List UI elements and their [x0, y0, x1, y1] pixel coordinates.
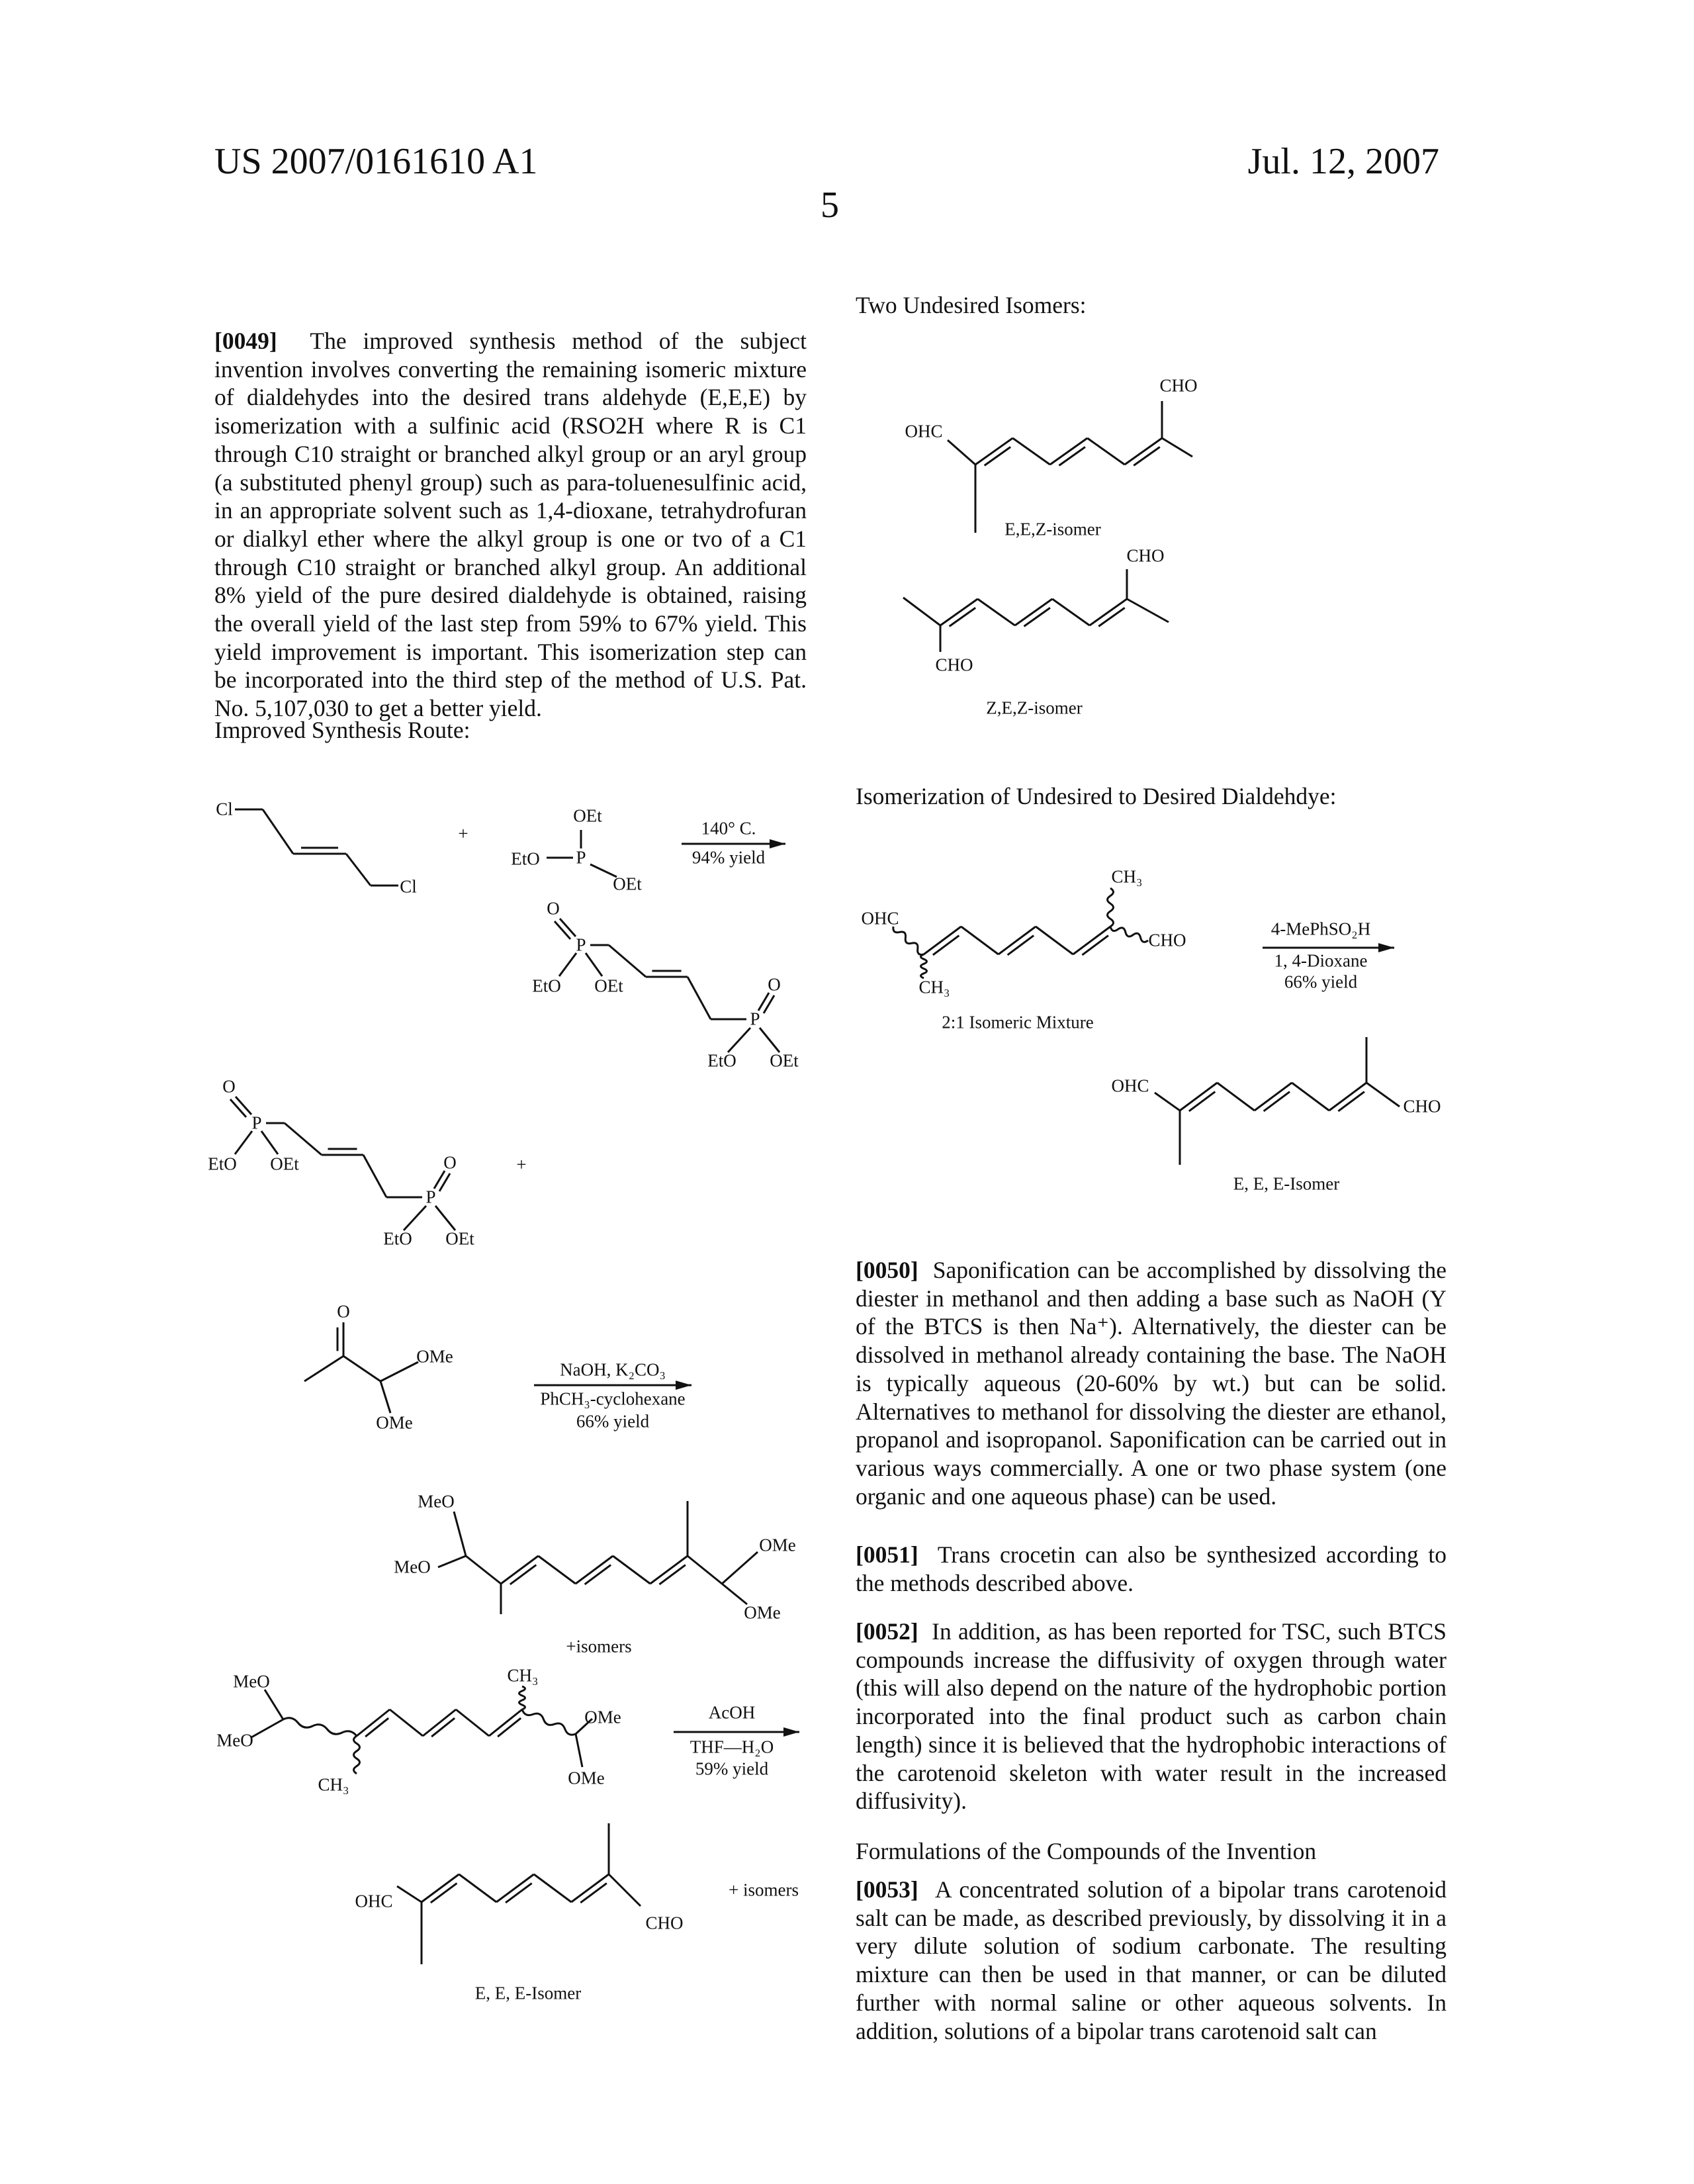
bond — [466, 1556, 501, 1584]
chem-label: MeO — [418, 1493, 455, 1511]
bond — [688, 1556, 722, 1584]
chem-label: MeO — [233, 1673, 270, 1691]
structure-caption: Z,E,Z-isomer — [986, 700, 1082, 717]
bond — [722, 1584, 747, 1604]
paragraph-number: [0050] — [856, 1257, 918, 1283]
bond — [722, 1552, 758, 1584]
bond — [459, 1874, 497, 1902]
arrow-head — [770, 839, 785, 848]
chem-label: OEt — [770, 1052, 799, 1070]
bond — [1127, 599, 1169, 622]
double-bond — [571, 1874, 609, 1902]
wavy-bond — [283, 1718, 357, 1736]
chem-label: MeO — [394, 1559, 431, 1576]
arrow-condition: 66% yield — [576, 1413, 649, 1431]
chem-label: CH₃ — [919, 979, 950, 997]
chem-label: OEt — [270, 1156, 299, 1173]
chem-label: CHO — [935, 657, 973, 674]
bond — [1162, 438, 1192, 457]
double-bond — [940, 599, 977, 625]
structure-caption: E,E,Z-isomer — [1004, 521, 1100, 539]
chem-label: CH₃ — [508, 1667, 539, 1685]
bond — [534, 1874, 572, 1902]
wavy-bond — [519, 1686, 525, 1709]
double-bond — [924, 927, 961, 954]
bond — [609, 1874, 641, 1906]
chem-label: +isomers — [566, 1638, 631, 1656]
publication-date: Jul. 12, 2007 — [1248, 140, 1439, 183]
patent-page — [0, 0, 1694, 2184]
chem-label: EtO — [511, 850, 540, 868]
arrow-condition: AcOH — [709, 1704, 755, 1722]
arrow-condition: 94% yield — [692, 849, 765, 867]
chem-label: OHC — [905, 423, 942, 441]
chem-label: O — [768, 976, 781, 994]
bond — [261, 1131, 278, 1154]
bond — [456, 1709, 489, 1736]
bond — [304, 1356, 343, 1381]
chem-label: OHC — [1111, 1077, 1149, 1095]
chem-label: EtO — [383, 1230, 412, 1248]
bond — [1217, 1083, 1254, 1111]
double-bond — [975, 438, 1012, 465]
chem-label: OEt — [613, 876, 642, 893]
formulations-heading: Formulations of the Compounds of the Invention — [856, 1837, 1316, 1865]
arrow-head — [783, 1727, 799, 1737]
chem-label: MeO — [216, 1732, 253, 1750]
bond — [438, 1556, 466, 1567]
arrow-condition: THF—H₂O — [690, 1739, 774, 1756]
chem-label: OMe — [416, 1348, 453, 1366]
double-bond — [422, 1874, 459, 1902]
bond — [263, 809, 293, 854]
bond — [609, 945, 646, 977]
double-bond — [1180, 1083, 1217, 1111]
arrow-head — [1378, 943, 1394, 952]
structure-caption: 2:1 Isomeric Mixture — [942, 1014, 1093, 1032]
arrow-condition: 4-MePhSO₂H — [1271, 921, 1370, 938]
paragraph-text: In addition, as has been reported for TSC, such BTCS compounds increase the diffusivity of oxygen through water (this will also depend on the nature of the hydrophobic portion incorporated into the final product such as carbon chain length) since it is believed that the hydrophobic interactions of the carotenoid skeleton with water result in the increased diffusivity). — [856, 1618, 1447, 1814]
chem-label: OHC — [355, 1893, 392, 1911]
double-bond — [1329, 1083, 1366, 1111]
wavy-bond — [921, 954, 927, 978]
arrow-condition: PhCH₃-cyclohexane — [540, 1390, 685, 1408]
arrow-condition: 66% yield — [1284, 974, 1357, 991]
chem-label: OEt — [573, 807, 602, 825]
plus-sign: + — [516, 1156, 526, 1174]
bond — [285, 1123, 322, 1155]
double-bond — [576, 1556, 613, 1584]
bond — [454, 1512, 466, 1556]
chem-label: + isomers — [729, 1882, 799, 1899]
double-bond — [1125, 438, 1162, 465]
chem-label: P — [576, 936, 586, 954]
paragraph-text: A concentrated solution of a bipolar trans carotenoid salt can be made, as described previously, by dissolving it in a very dilute solution of sodium carbonate. The resulting mixture can then be used in that manner, or can be diluted further with normal saline or other aqueous solvents. In addition, solutions of a bipolar trans carotenoid salt can — [856, 1876, 1447, 2044]
chem-label: CHO — [645, 1915, 683, 1933]
wavy-bond — [1110, 927, 1148, 942]
chem-label: P — [750, 1011, 760, 1028]
chem-label: OMe — [568, 1770, 605, 1788]
bond — [586, 953, 602, 976]
bond — [230, 1099, 246, 1117]
arrow-condition: 1, 4-Dioxane — [1274, 952, 1368, 970]
bond — [728, 1028, 750, 1052]
bond — [555, 921, 570, 939]
chem-label: CH₃ — [1112, 868, 1143, 886]
bond — [1012, 438, 1049, 465]
chem-label: CHO — [1403, 1098, 1441, 1116]
isomerization-heading: Isomerization of Undesired to Desired Dialdehdye: — [856, 782, 1337, 810]
chem-label: P — [251, 1115, 261, 1132]
bond — [1292, 1083, 1329, 1111]
page-number: 5 — [821, 184, 839, 226]
chem-label: P — [576, 849, 586, 867]
bond — [236, 1097, 251, 1115]
bond — [1087, 438, 1124, 465]
plus-sign: + — [458, 825, 468, 843]
wavy-bond — [354, 1736, 360, 1774]
chem-label: CH₃ — [318, 1776, 349, 1794]
double-bond — [489, 1709, 522, 1736]
bond — [397, 1886, 422, 1902]
double-bond — [650, 1556, 688, 1584]
chem-label: OEt — [445, 1230, 474, 1248]
chem-label: Cl — [216, 801, 233, 819]
double-bond — [1090, 599, 1127, 625]
bond — [559, 953, 576, 976]
bond — [560, 919, 576, 936]
wavy-bond — [1108, 888, 1114, 927]
bond — [265, 1690, 283, 1719]
paragraph-number: [0053] — [856, 1876, 918, 1903]
wavy-bond — [893, 927, 924, 954]
chem-label: OMe — [744, 1604, 781, 1622]
paragraph-number: [0049] — [214, 328, 277, 354]
chem-label: OMe — [759, 1537, 796, 1555]
bond — [1366, 1083, 1400, 1107]
bond — [380, 1362, 418, 1381]
bond — [346, 854, 371, 886]
chem-label: CHO — [1159, 377, 1197, 395]
double-bond — [423, 1709, 456, 1736]
chem-label: P — [425, 1189, 435, 1206]
bond — [613, 1556, 650, 1584]
arrow-condition: 59% yield — [695, 1760, 768, 1778]
patent-number: US 2007/0161610 A1 — [214, 140, 538, 183]
chem-label: OMe — [376, 1414, 413, 1432]
double-bond — [999, 927, 1036, 954]
bond — [538, 1556, 575, 1584]
chem-label: EtO — [707, 1052, 736, 1070]
paragraph-text: Saponification can be accomplished by dissolving the diester in methanol and then adding a base such as NaOH (Y of the BTCS is then Na⁺). Alternatively, the diester can be dissolved in methanol already containing the base. The NaOH is typically aqueous (20-60% by wt.) but can be solid. Alternatives to methanol for dissolving the diester are ethanol, propanol and isopropanol. Saponification can be carried out in various ways commercially. A one or two phase system (one organic and one aqueous phase) can be used. — [856, 1257, 1447, 1510]
bond — [1052, 599, 1089, 625]
route-heading: Improved Synthesis Route: — [214, 716, 470, 744]
paragraph-number: [0052] — [856, 1618, 918, 1645]
chem-label: O — [222, 1078, 236, 1096]
bond — [343, 1356, 380, 1381]
structure-caption: E, E, E-Isomer — [1233, 1175, 1339, 1193]
chemical-structures — [0, 0, 1694, 2184]
chem-label: EtO — [532, 978, 561, 995]
paragraph-number: [0051] — [856, 1541, 918, 1568]
arrow-condition: 140° C. — [701, 820, 756, 838]
chem-label: Cl — [400, 878, 417, 896]
chem-label: OMe — [584, 1709, 621, 1727]
chem-label: OHC — [861, 910, 899, 928]
double-bond — [1015, 599, 1052, 625]
double-bond — [501, 1556, 538, 1584]
bond — [948, 440, 975, 465]
chem-label: OEt — [594, 978, 623, 995]
bond — [404, 1206, 426, 1230]
chem-label: EtO — [208, 1156, 237, 1173]
bond — [961, 927, 998, 954]
bond — [390, 1709, 423, 1736]
chem-label: CHO — [1126, 547, 1164, 565]
bond — [1036, 927, 1073, 954]
structure-caption: E, E, E-Isomer — [475, 1985, 581, 2003]
chem-label: O — [443, 1154, 457, 1172]
paragraph-text: The improved synthesis method of the subject invention involves converting the remaining isomeric mixture of dialdehydes into the desired trans aldehyde (E,E,E) by isomerization with a sulfinic acid (RSO2H where R is C1 through C10 straight or branched alkyl group or an aryl group (a substituted phenyl group) such as para-toluenesulfinic acid, in an appropriate solvent such as 1,4-dioxane, tetrahydrofuran or dialkyl ether where the alkyl group is one or tvo of a C1 through C10 straight or branched alkyl group. An additional 8% yield of the pure desired dialdehyde is obtained, raising the overall yield of the last step from 59% to 67% yield. This yield improvement is important. This isomerization step can be incorporated into the third step of the method of U.S. Pat. No. 5,107,030 to get a better yield. — [214, 328, 807, 721]
arrow-condition: NaOH, K₂CO₃ — [560, 1361, 666, 1379]
double-bond — [1050, 438, 1087, 465]
bond — [1155, 1093, 1180, 1111]
bond — [903, 598, 940, 625]
bond — [363, 1155, 386, 1197]
bond — [688, 977, 711, 1019]
chem-label: O — [547, 900, 560, 918]
wavy-bond — [522, 1709, 576, 1735]
bond — [380, 1381, 390, 1413]
bond — [435, 1206, 455, 1230]
bond — [977, 599, 1014, 625]
double-bond — [1073, 927, 1110, 954]
chem-label: CHO — [1148, 932, 1186, 950]
bond — [235, 1131, 252, 1154]
bond — [251, 1719, 283, 1737]
bond — [760, 1028, 780, 1052]
double-bond — [1255, 1083, 1292, 1111]
double-bond — [496, 1874, 534, 1902]
undesired-heading: Two Undesired Isomers: — [856, 291, 1087, 319]
chem-label: O — [337, 1303, 350, 1321]
paragraph-text: Trans crocetin can also be synthesized according to the methods described above. — [856, 1541, 1447, 1596]
bond — [576, 1734, 582, 1767]
double-bond — [357, 1709, 390, 1736]
